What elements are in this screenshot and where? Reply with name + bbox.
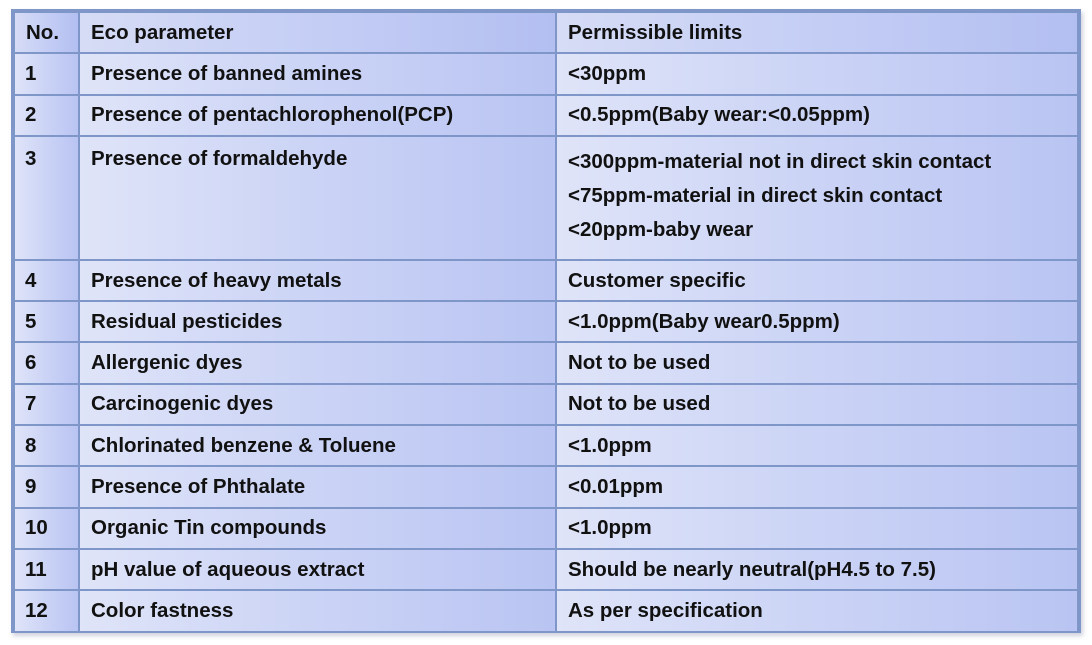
permissible-limit-cell (556, 549, 1078, 590)
table-row (14, 136, 1078, 260)
eco-parameter-cell: Presence of banned amines (79, 53, 556, 94)
permissible-limit-line: <0.01ppm (568, 475, 664, 499)
header-permissible-limits: Permissible limits (556, 12, 1078, 53)
permissible-limit-cell (556, 384, 1078, 425)
row-number: 3 (14, 136, 79, 260)
eco-parameter-cell: Presence of pentachlorophenol(PCP) (79, 95, 556, 136)
permissible-limit-cell (556, 342, 1078, 383)
row-number: 7 (14, 384, 79, 425)
row-number: 6 (14, 342, 79, 383)
permissible-limit-cell (556, 260, 1078, 301)
permissible-limit-line: Not to be used (568, 392, 711, 416)
header-eco-parameter: Eco parameter (79, 12, 556, 53)
eco-parameter-cell: Color fastness (79, 590, 556, 631)
permissible-limit-cell (556, 136, 1078, 260)
permissible-limit-line: <1.0ppm (568, 516, 652, 540)
header-no: No. (14, 12, 79, 53)
table-row (14, 53, 1078, 94)
permissible-limit-line: <1.0ppm(Baby wear0.5ppm) (568, 309, 840, 333)
permissible-limit-cell (556, 425, 1078, 466)
table-row (14, 301, 1078, 342)
eco-parameter-cell: Presence of heavy metals (79, 260, 556, 301)
permissible-limit-cell (556, 508, 1078, 549)
table-row (14, 466, 1078, 507)
permissible-limit-line: As per specification (568, 598, 763, 622)
table-row (14, 508, 1078, 549)
eco-parameter-cell: Presence of formaldehyde (79, 136, 556, 260)
permissible-limit-cell (556, 301, 1078, 342)
eco-parameter-cell: Chlorinated benzene & Toluene (79, 425, 556, 466)
row-number: 4 (14, 260, 79, 301)
permissible-limit-line: <75ppm-material in direct skin contact (568, 183, 943, 207)
table-row (14, 384, 1078, 425)
row-number: 12 (14, 590, 79, 631)
permissible-limit-line: Not to be used (568, 351, 711, 375)
eco-parameters-table-container (11, 9, 1081, 633)
table-row (14, 260, 1078, 301)
table-row (14, 425, 1078, 466)
permissible-limit-cell (556, 590, 1078, 631)
permissible-limit-cell (556, 95, 1078, 136)
row-number: 5 (14, 301, 79, 342)
table-header-row (14, 12, 1078, 53)
row-number: 1 (14, 53, 79, 94)
row-number: 10 (14, 508, 79, 549)
eco-parameter-cell: Residual pesticides (79, 301, 556, 342)
eco-parameter-cell: Presence of Phthalate (79, 466, 556, 507)
permissible-limit-line: <0.5ppm(Baby wear:<0.05ppm) (568, 103, 870, 127)
permissible-limit-cell (556, 53, 1078, 94)
permissible-limit-line: <30ppm (568, 61, 647, 85)
eco-parameter-cell: pH value of aqueous extract (79, 549, 556, 590)
eco-parameter-cell: Organic Tin compounds (79, 508, 556, 549)
table-row (14, 549, 1078, 590)
permissible-limit-line: Should be nearly neutral(pH4.5 to 7.5) (568, 557, 936, 581)
row-number: 9 (14, 466, 79, 507)
row-number: 11 (14, 549, 79, 590)
table-row (14, 342, 1078, 383)
row-number: 8 (14, 425, 79, 466)
table-row (14, 590, 1078, 631)
table-row (14, 95, 1078, 136)
permissible-limit-line: <20ppm-baby wear (568, 217, 754, 241)
permissible-limit-cell (556, 466, 1078, 507)
permissible-limit-line: Customer specific (568, 268, 746, 292)
permissible-limit-line: <1.0ppm (568, 433, 652, 457)
table-body (14, 53, 1078, 631)
eco-parameters-table (13, 11, 1079, 633)
permissible-limit-line: <300ppm-material not in direct skin contact (568, 149, 992, 173)
row-number: 2 (14, 95, 79, 136)
eco-parameter-cell: Carcinogenic dyes (79, 384, 556, 425)
eco-parameter-cell: Allergenic dyes (79, 342, 556, 383)
